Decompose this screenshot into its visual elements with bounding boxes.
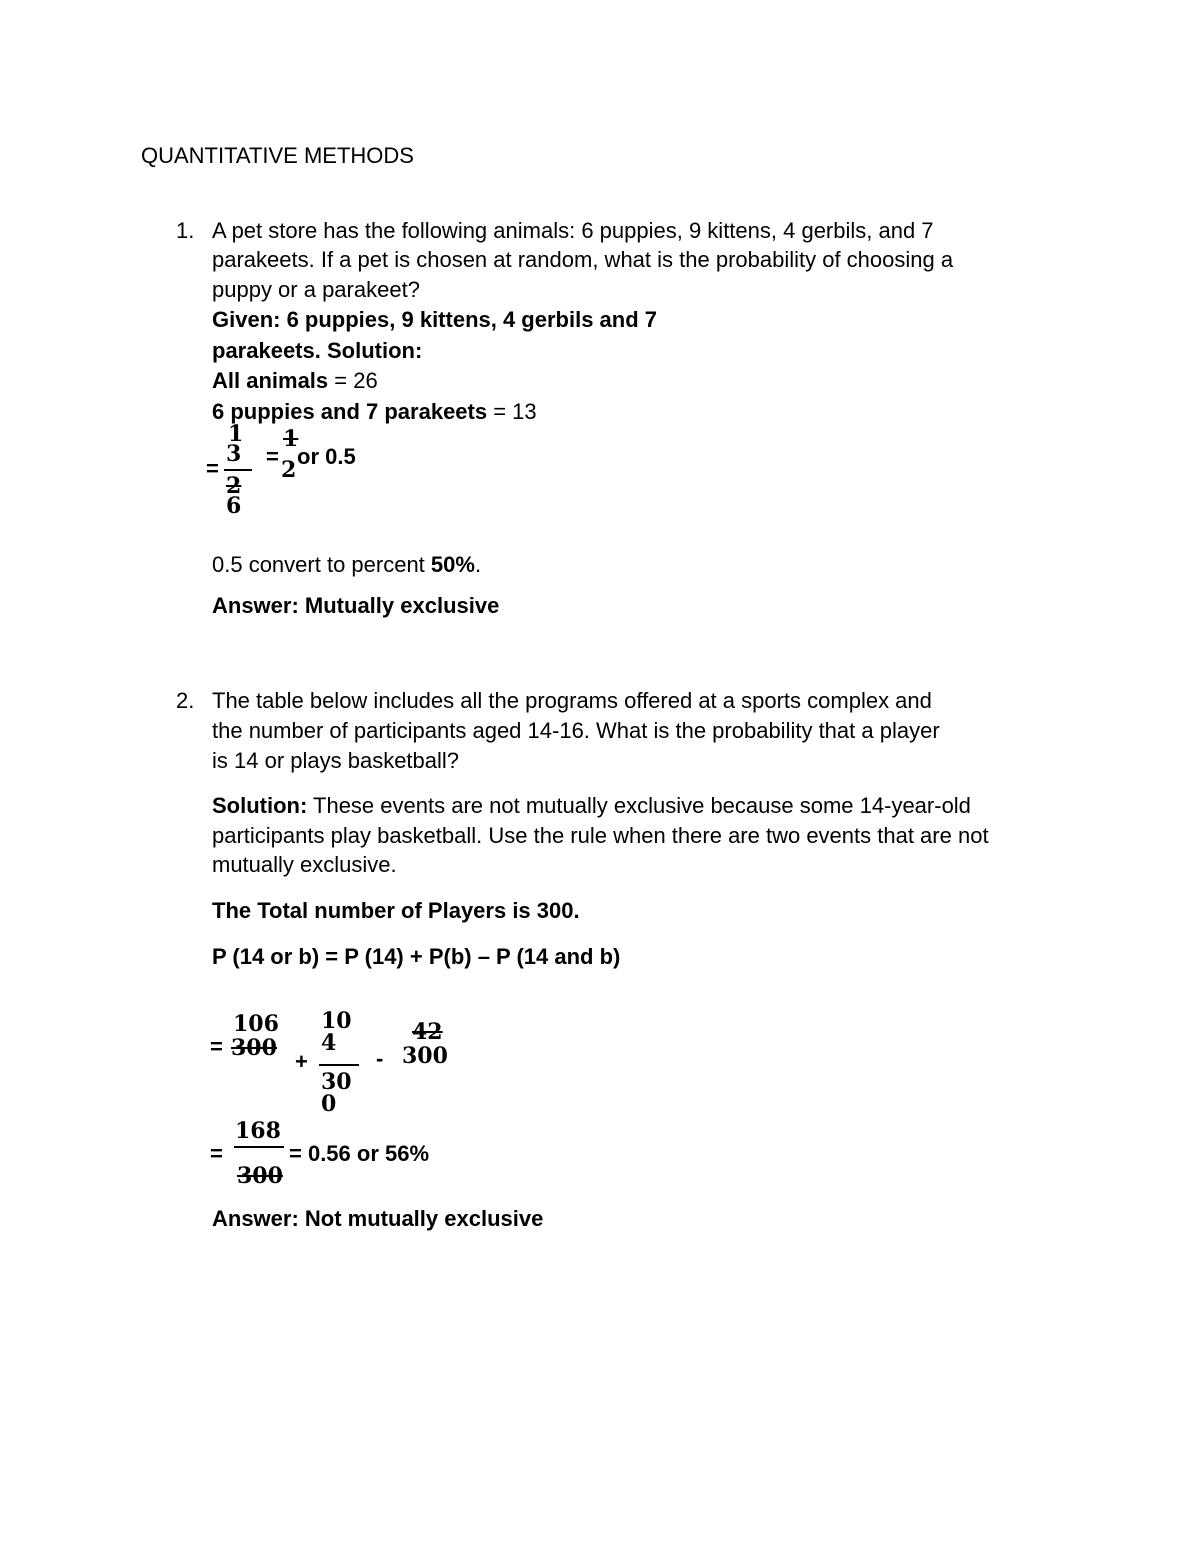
q2-math-plus: +	[295, 1049, 308, 1074]
q1-all-animals-label: All animals	[212, 368, 329, 393]
page-title: QUANTITATIVE METHODS	[141, 143, 414, 168]
q2-number: 2.	[176, 688, 195, 713]
q1-subset	[212, 399, 537, 425]
q2-math-equals-2: =	[210, 1141, 223, 1166]
q2-solution-line-3: mutually exclusive.	[212, 852, 397, 877]
q1-math-d1: 3	[226, 441, 242, 467]
q1-convert-line	[212, 552, 481, 578]
q2-math-b-den-1: 30	[321, 1069, 352, 1095]
q1-question-line-1: A pet store has the following animals: 6 puppies, 9 kittens, 4 gerbils, and 7	[212, 218, 934, 243]
q2-math-b-den-2: 0	[321, 1091, 337, 1117]
q2-math-result: = 0.56 or 56%	[289, 1141, 430, 1166]
q2-math-b-num-1: 10	[321, 1008, 352, 1034]
q1-given-line-1: Given: 6 puppies, 9 kittens, 4 gerbils and 7	[212, 307, 658, 332]
q2-math-r-fraction-bar	[234, 1146, 284, 1148]
q1-number: 1.	[176, 218, 195, 243]
q2-formula: P (14 or b) = P (14) + P(b) – P (14 and b)	[212, 944, 621, 969]
q1-all-animals-value: = 26	[328, 368, 378, 393]
q1-question-line-2: parakeets. If a pet is chosen at random, what is the probability of choosing a	[212, 247, 954, 272]
q2-total-players: The Total number of Players is 300.	[212, 898, 580, 923]
q2-math-b-num-2: 4	[321, 1030, 337, 1056]
q1-math-n1: 1	[228, 421, 244, 447]
q2-math-a-num: 106	[233, 1011, 279, 1037]
q2-solution-line-1	[212, 793, 971, 819]
q2-math-minus: -	[376, 1046, 384, 1071]
q1-subset-value: = 13	[487, 399, 537, 424]
q1-math-or-text: or 0.5	[297, 444, 356, 469]
q1-math-equals-2: =	[266, 444, 279, 469]
q2-question-line-2: the number of participants aged 14-16. What is the probability that a player	[212, 718, 940, 743]
q2-question-line-3: is 14 or plays basketball?	[212, 748, 460, 773]
q1-math-n3: 1	[283, 426, 299, 452]
q1-math-d3: 2	[281, 457, 297, 483]
q1-math-equals-1: =	[206, 456, 219, 481]
q2-answer: Answer: Not mutually exclusive	[212, 1206, 544, 1231]
q2-math-c-num: 42	[412, 1019, 443, 1045]
q1-math-n2: 2	[226, 473, 242, 499]
q1-subset-label: 6 puppies and 7 parakeets	[212, 399, 488, 424]
q2-math-c-den: 300	[402, 1043, 448, 1069]
q1-all-animals	[212, 368, 378, 394]
q2-solution-line-2: participants play basketball. Use the rule when there are two events that are not	[212, 823, 989, 848]
q2-math-a-den: 300	[231, 1035, 277, 1061]
q2-math-b-fraction-bar	[319, 1064, 359, 1066]
q1-math-d2: 6	[226, 493, 242, 519]
q2-math-equals-1: =	[210, 1034, 223, 1059]
q2-question-line-1: The table below includes all the programs offered at a sports complex and	[212, 688, 932, 713]
q2-math-r-num: 168	[235, 1118, 281, 1144]
q2-math-r-den: 300	[237, 1163, 283, 1189]
q2-solution-label: Solution:	[212, 793, 308, 818]
q1-convert-value: 50%	[430, 552, 475, 577]
q1-answer: Answer: Mutually exclusive	[212, 593, 500, 618]
q1-question-line-3: puppy or a parakeet?	[212, 277, 420, 302]
q1-convert-end: .	[474, 552, 482, 577]
q2-solution-text-1: These events are not mutually exclusive because some 14-year-old	[307, 793, 971, 818]
q1-convert-text: 0.5 convert to percent	[212, 552, 431, 577]
q1-math-main-fraction-bar	[224, 469, 252, 471]
q1-given-line-2: parakeets. Solution:	[212, 338, 423, 363]
